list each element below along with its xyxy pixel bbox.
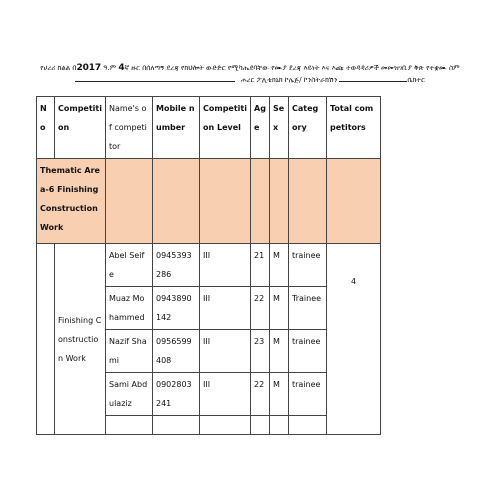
sex-cell: M [270,330,289,373]
empty-cell [270,416,289,435]
title-rest: ኛ ዙር በሰለጣኝ ደረጃ የክህሎት ውድድር የሚካሔደባቸው የሙያ ደረጃ እይነት እና እጩ ተወዳዳሪዎች መመዝገቢያ ቅጽ የተቋሙ ስም [124,63,460,72]
competition-cell: Finishing Construction Work [55,244,106,435]
name-cell: Nazif Shami [106,330,153,373]
category-cell: trainee [289,244,327,287]
title-year-suffix: ዓ.ም [101,63,119,72]
blank-underline [75,81,235,82]
section-cell [106,159,153,244]
header-category: Category [289,97,327,159]
header-age: Age [251,97,270,159]
mobile-cell: 0943890142 [153,287,200,330]
header-level: Competition Level [200,97,251,159]
empty-cell [289,416,327,435]
section-cell [200,159,251,244]
category-cell: Trainee [289,287,327,330]
institution-name: ሐረር ፖሊቴክኒክ ኮሌጅ/ ኮንስትራክሽን [240,75,338,84]
section-title [37,159,106,244]
header-mobile: Mobile number [153,97,200,159]
empty-cell [153,416,200,435]
title-prefix: የሀረሪ ክልል በ [40,63,77,72]
sex-cell: M [270,287,289,330]
mobile-cell: 0902803241 [153,373,200,416]
mobile-cell: 0945393286 [153,244,200,287]
form-title-line [30,62,470,74]
form-header [30,62,470,86]
name-cell: Abel Seife [106,244,153,287]
section-cell [289,159,327,244]
header-competition: Competition [55,97,106,159]
section-title-text: Thematic Area-6 Finishing Construction Work [40,166,100,232]
institution-line [30,74,470,86]
table-header-row [37,97,381,159]
sex-cell: M [270,373,289,416]
title-year: 2017 [76,63,102,73]
total-value: 4 [350,277,357,286]
mobile-cell: 0956599408 [153,330,200,373]
age-cell: 23 [251,330,270,373]
section-cell [153,159,200,244]
table-row [37,244,381,287]
total-cell [327,244,381,435]
level-cell: III [200,373,251,416]
header-total: Total competitors [327,97,381,159]
blank-underline-2 [339,81,407,82]
header-no: No [37,97,55,159]
level-cell: III [200,330,251,373]
name-cell: Muaz Mohammed [106,287,153,330]
sex-cell: M [270,244,289,287]
no-cell [37,244,55,435]
name-cell: Sami Abdulaziz [106,373,153,416]
section-cell [327,159,381,244]
age-cell: 21 [251,244,270,287]
empty-cell [200,416,251,435]
sector-label: ሴክተር [407,75,426,84]
section-cell [270,159,289,244]
category-cell: trainee [289,373,327,416]
empty-cell [251,416,270,435]
header-name: Name's of competitor [106,97,153,159]
level-cell: III [200,244,251,287]
age-cell: 22 [251,373,270,416]
header-sex: Sex [270,97,289,159]
level-cell: III [200,287,251,330]
section-cell [251,159,270,244]
empty-cell [106,416,153,435]
registration-table [36,96,381,435]
title-round: 4 [118,63,125,73]
category-cell: trainee [289,330,327,373]
age-cell: 22 [251,287,270,330]
section-row [37,159,381,244]
